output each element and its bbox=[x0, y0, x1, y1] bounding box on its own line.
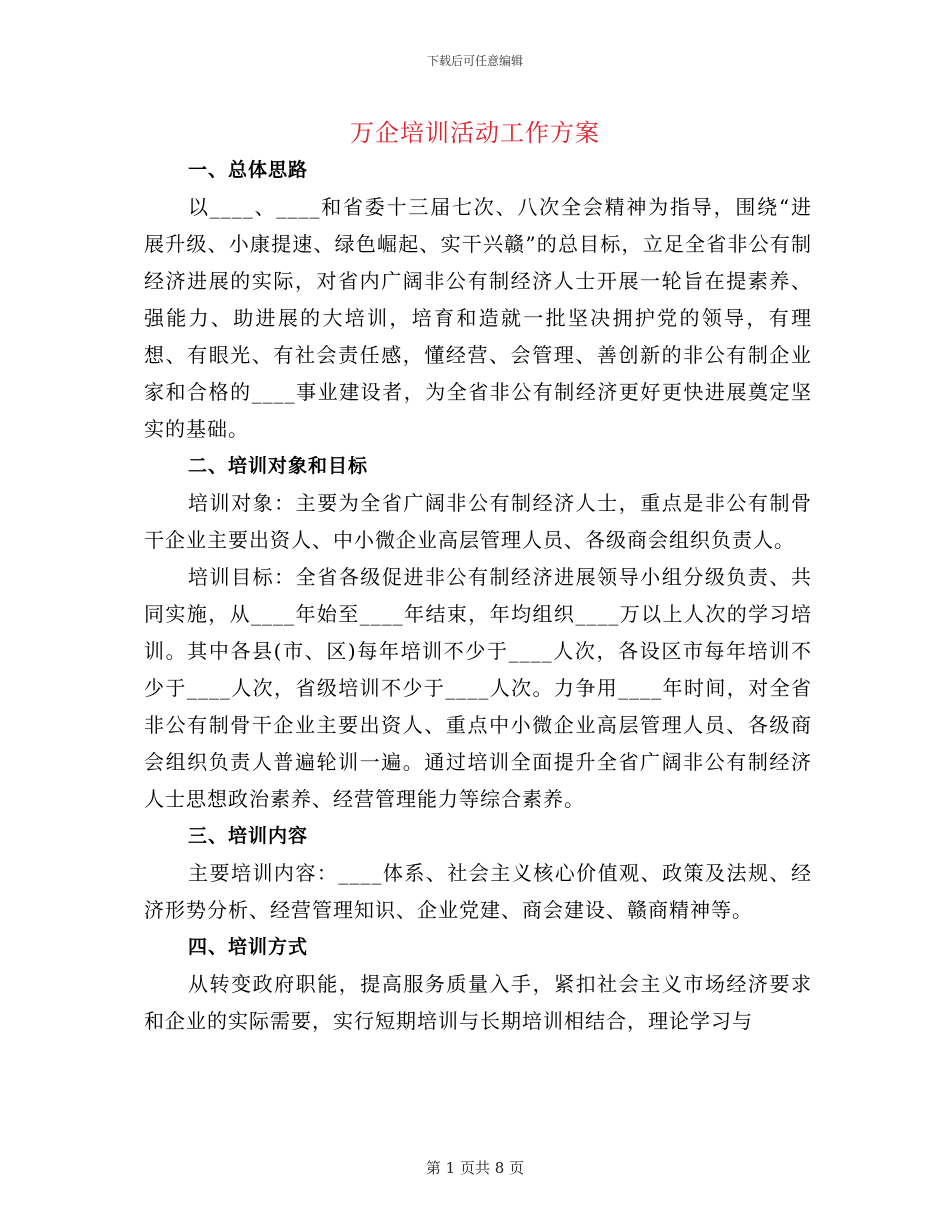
paragraph: 培训目标：全省各级促进非公有制经济进展领导小组分级负责、共同实施，从____年始至____年结束，年均组织____万以上人次的学习培训。其中各县(市、区)每年培训不少于____人次，各设区市每年培训不少于____人次，省级培训不少于____人次。力争用____年时间，对全省非公有制骨干企业主要出资人、重点中小微企业高层管理人员、各级商会组织负责人普遍轮训一遍。通过培训全面提升全省广阔非公有制经济人士思想政治素养、经营管理能力等综合素养。 bbox=[144, 565, 812, 811]
page-header: 下载后可任意编辑 bbox=[426, 54, 523, 68]
page-footer: 第 1 页共 8 页 bbox=[425, 1159, 525, 1177]
paragraph: 从转变政府职能，提高服务质量入手，紧扣社会主义市场经济要求和企业的实际需要，实行短期培训与长期培训相结合，理论学习与 bbox=[144, 972, 812, 1033]
paragraph: 以____、____和省委十三届七次、八次全会精神为指导，围绕“进展升级、小康提速、绿色崛起、实干兴赣”的总目标，立足全省非公有制经济进展的实际，对省内广阔非公有制经济人士开展一轮旨在提素养、强能力、助进展的大培训，培育和造就一批坚决拥护党的领导，有理想、有眼光、有社会责任感，懂经营、会管理、善创新的非公有制企业家和合格的____事业建设者，为全省非公有制经济更好更快进展奠定坚实的基础。 bbox=[144, 195, 812, 441]
section-heading: 四、培训方式 bbox=[188, 936, 309, 958]
document-title: 万企培训活动工作方案 bbox=[350, 119, 600, 147]
document-body bbox=[144, 152, 812, 1040]
section-heading: 二、培训对象和目标 bbox=[188, 455, 369, 477]
paragraph: 培训对象：主要为全省广阔非公有制经济人士，重点是非公有制骨干企业主要出资人、中小微企业高层管理人员、各级商会组织负责人。 bbox=[144, 491, 812, 552]
section-heading: 一、总体思路 bbox=[188, 159, 309, 181]
section-heading: 三、培训内容 bbox=[188, 825, 309, 847]
paragraph: 主要培训内容：____体系、社会主义核心价值观、政策及法规、经济形势分析、经营管理知识、企业党建、商会建设、赣商精神等。 bbox=[144, 861, 812, 922]
